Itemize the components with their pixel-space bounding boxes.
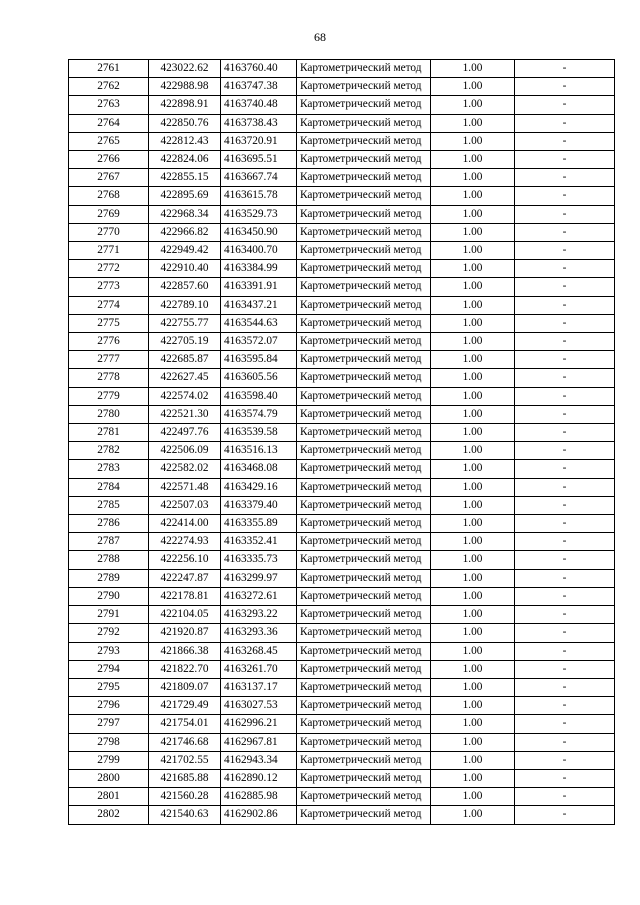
accuracy-cell: 1.00 bbox=[431, 715, 515, 733]
x-coordinate-cell: 422949.42 bbox=[149, 242, 221, 260]
extra-cell: - bbox=[515, 314, 615, 332]
extra-cell: - bbox=[515, 642, 615, 660]
extra-cell: - bbox=[515, 460, 615, 478]
x-coordinate-cell: 422705.19 bbox=[149, 333, 221, 351]
y-coordinate-cell: 4163667.74 bbox=[221, 169, 297, 187]
method-cell: Картометрический метод bbox=[297, 242, 431, 260]
x-coordinate-cell: 421729.49 bbox=[149, 697, 221, 715]
accuracy-cell: 1.00 bbox=[431, 387, 515, 405]
accuracy-cell: 1.00 bbox=[431, 223, 515, 241]
accuracy-cell: 1.00 bbox=[431, 569, 515, 587]
point-number-cell: 2786 bbox=[69, 515, 149, 533]
extra-cell: - bbox=[515, 678, 615, 696]
x-coordinate-cell: 422256.10 bbox=[149, 551, 221, 569]
method-cell: Картометрический метод bbox=[297, 806, 431, 824]
point-number-cell: 2762 bbox=[69, 78, 149, 96]
table-row bbox=[69, 660, 615, 678]
table-row bbox=[69, 715, 615, 733]
x-coordinate-cell: 422824.06 bbox=[149, 151, 221, 169]
method-cell: Картометрический метод bbox=[297, 697, 431, 715]
point-number-cell: 2795 bbox=[69, 678, 149, 696]
method-cell: Картометрический метод bbox=[297, 405, 431, 423]
point-number-cell: 2796 bbox=[69, 697, 149, 715]
table-row bbox=[69, 769, 615, 787]
point-number-cell: 2773 bbox=[69, 278, 149, 296]
accuracy-cell: 1.00 bbox=[431, 96, 515, 114]
extra-cell: - bbox=[515, 260, 615, 278]
y-coordinate-cell: 4162996.21 bbox=[221, 715, 297, 733]
extra-cell: - bbox=[515, 442, 615, 460]
x-coordinate-cell: 422582.02 bbox=[149, 460, 221, 478]
y-coordinate-cell: 4163400.70 bbox=[221, 242, 297, 260]
method-cell: Картометрический метод bbox=[297, 333, 431, 351]
table-row bbox=[69, 606, 615, 624]
y-coordinate-cell: 4163261.70 bbox=[221, 660, 297, 678]
y-coordinate-cell: 4163574.79 bbox=[221, 405, 297, 423]
accuracy-cell: 1.00 bbox=[431, 187, 515, 205]
method-cell: Картометрический метод bbox=[297, 515, 431, 533]
extra-cell: - bbox=[515, 606, 615, 624]
extra-cell: - bbox=[515, 424, 615, 442]
accuracy-cell: 1.00 bbox=[431, 151, 515, 169]
table-row bbox=[69, 78, 615, 96]
extra-cell: - bbox=[515, 333, 615, 351]
point-number-cell: 2789 bbox=[69, 569, 149, 587]
table-row bbox=[69, 442, 615, 460]
extra-cell: - bbox=[515, 405, 615, 423]
table-row bbox=[69, 205, 615, 223]
y-coordinate-cell: 4163738.43 bbox=[221, 114, 297, 132]
y-coordinate-cell: 4163384.99 bbox=[221, 260, 297, 278]
extra-cell: - bbox=[515, 278, 615, 296]
extra-cell: - bbox=[515, 733, 615, 751]
y-coordinate-cell: 4163450.90 bbox=[221, 223, 297, 241]
y-coordinate-cell: 4163468.08 bbox=[221, 460, 297, 478]
point-number-cell: 2782 bbox=[69, 442, 149, 460]
extra-cell: - bbox=[515, 205, 615, 223]
point-number-cell: 2801 bbox=[69, 788, 149, 806]
method-cell: Картометрический метод bbox=[297, 624, 431, 642]
y-coordinate-cell: 4163615.78 bbox=[221, 187, 297, 205]
y-coordinate-cell: 4163572.07 bbox=[221, 333, 297, 351]
extra-cell: - bbox=[515, 624, 615, 642]
table-row bbox=[69, 624, 615, 642]
method-cell: Картометрический метод bbox=[297, 569, 431, 587]
y-coordinate-cell: 4163695.51 bbox=[221, 151, 297, 169]
point-number-cell: 2777 bbox=[69, 351, 149, 369]
accuracy-cell: 1.00 bbox=[431, 60, 515, 78]
y-coordinate-cell: 4163720.91 bbox=[221, 132, 297, 150]
x-coordinate-cell: 421540.63 bbox=[149, 806, 221, 824]
accuracy-cell: 1.00 bbox=[431, 314, 515, 332]
extra-cell: - bbox=[515, 496, 615, 514]
accuracy-cell: 1.00 bbox=[431, 78, 515, 96]
accuracy-cell: 1.00 bbox=[431, 205, 515, 223]
y-coordinate-cell: 4163379.40 bbox=[221, 496, 297, 514]
accuracy-cell: 1.00 bbox=[431, 769, 515, 787]
method-cell: Картометрический метод bbox=[297, 151, 431, 169]
method-cell: Картометрический метод bbox=[297, 769, 431, 787]
point-number-cell: 2776 bbox=[69, 333, 149, 351]
y-coordinate-cell: 4163437.21 bbox=[221, 296, 297, 314]
table-row bbox=[69, 223, 615, 241]
table-row bbox=[69, 478, 615, 496]
method-cell: Картометрический метод bbox=[297, 223, 431, 241]
method-cell: Картометрический метод bbox=[297, 587, 431, 605]
accuracy-cell: 1.00 bbox=[431, 351, 515, 369]
y-coordinate-cell: 4163355.89 bbox=[221, 515, 297, 533]
accuracy-cell: 1.00 bbox=[431, 478, 515, 496]
accuracy-cell: 1.00 bbox=[431, 660, 515, 678]
point-number-cell: 2792 bbox=[69, 624, 149, 642]
method-cell: Картометрический метод bbox=[297, 460, 431, 478]
extra-cell: - bbox=[515, 242, 615, 260]
coordinates-table-body bbox=[69, 60, 615, 825]
accuracy-cell: 1.00 bbox=[431, 278, 515, 296]
method-cell: Картометрический метод bbox=[297, 387, 431, 405]
table-row bbox=[69, 60, 615, 78]
accuracy-cell: 1.00 bbox=[431, 333, 515, 351]
point-number-cell: 2761 bbox=[69, 60, 149, 78]
x-coordinate-cell: 423022.62 bbox=[149, 60, 221, 78]
x-coordinate-cell: 422414.00 bbox=[149, 515, 221, 533]
table-row bbox=[69, 460, 615, 478]
point-number-cell: 2781 bbox=[69, 424, 149, 442]
x-coordinate-cell: 421866.38 bbox=[149, 642, 221, 660]
point-number-cell: 2791 bbox=[69, 606, 149, 624]
extra-cell: - bbox=[515, 769, 615, 787]
method-cell: Картометрический метод bbox=[297, 642, 431, 660]
method-cell: Картометрический метод bbox=[297, 678, 431, 696]
x-coordinate-cell: 421685.88 bbox=[149, 769, 221, 787]
x-coordinate-cell: 422968.34 bbox=[149, 205, 221, 223]
point-number-cell: 2770 bbox=[69, 223, 149, 241]
table-row bbox=[69, 369, 615, 387]
y-coordinate-cell: 4162943.34 bbox=[221, 751, 297, 769]
accuracy-cell: 1.00 bbox=[431, 533, 515, 551]
x-coordinate-cell: 422274.93 bbox=[149, 533, 221, 551]
accuracy-cell: 1.00 bbox=[431, 460, 515, 478]
x-coordinate-cell: 421560.28 bbox=[149, 788, 221, 806]
x-coordinate-cell: 422857.60 bbox=[149, 278, 221, 296]
method-cell: Картометрический метод bbox=[297, 205, 431, 223]
extra-cell: - bbox=[515, 697, 615, 715]
accuracy-cell: 1.00 bbox=[431, 132, 515, 150]
y-coordinate-cell: 4162890.12 bbox=[221, 769, 297, 787]
x-coordinate-cell: 421920.87 bbox=[149, 624, 221, 642]
method-cell: Картометрический метод bbox=[297, 132, 431, 150]
table-row bbox=[69, 642, 615, 660]
x-coordinate-cell: 422497.76 bbox=[149, 424, 221, 442]
method-cell: Картометрический метод bbox=[297, 715, 431, 733]
table-row bbox=[69, 587, 615, 605]
extra-cell: - bbox=[515, 60, 615, 78]
accuracy-cell: 1.00 bbox=[431, 678, 515, 696]
method-cell: Картометрический метод bbox=[297, 278, 431, 296]
point-number-cell: 2766 bbox=[69, 151, 149, 169]
x-coordinate-cell: 422627.45 bbox=[149, 369, 221, 387]
accuracy-cell: 1.00 bbox=[431, 806, 515, 824]
table-row bbox=[69, 242, 615, 260]
point-number-cell: 2802 bbox=[69, 806, 149, 824]
y-coordinate-cell: 4163335.73 bbox=[221, 551, 297, 569]
method-cell: Картометрический метод bbox=[297, 260, 431, 278]
table-row bbox=[69, 351, 615, 369]
accuracy-cell: 1.00 bbox=[431, 551, 515, 569]
x-coordinate-cell: 422789.10 bbox=[149, 296, 221, 314]
extra-cell: - bbox=[515, 132, 615, 150]
table-row bbox=[69, 733, 615, 751]
y-coordinate-cell: 4163299.97 bbox=[221, 569, 297, 587]
point-number-cell: 2794 bbox=[69, 660, 149, 678]
table-row bbox=[69, 424, 615, 442]
point-number-cell: 2763 bbox=[69, 96, 149, 114]
page-number: 68 bbox=[314, 30, 326, 44]
x-coordinate-cell: 422506.09 bbox=[149, 442, 221, 460]
method-cell: Картометрический метод bbox=[297, 60, 431, 78]
extra-cell: - bbox=[515, 478, 615, 496]
accuracy-cell: 1.00 bbox=[431, 606, 515, 624]
extra-cell: - bbox=[515, 96, 615, 114]
point-number-cell: 2778 bbox=[69, 369, 149, 387]
method-cell: Картометрический метод bbox=[297, 351, 431, 369]
method-cell: Картометрический метод bbox=[297, 314, 431, 332]
accuracy-cell: 1.00 bbox=[431, 697, 515, 715]
y-coordinate-cell: 4163598.40 bbox=[221, 387, 297, 405]
method-cell: Картометрический метод bbox=[297, 96, 431, 114]
table-row bbox=[69, 751, 615, 769]
accuracy-cell: 1.00 bbox=[431, 751, 515, 769]
y-coordinate-cell: 4163747.38 bbox=[221, 78, 297, 96]
method-cell: Картометрический метод bbox=[297, 442, 431, 460]
x-coordinate-cell: 421822.70 bbox=[149, 660, 221, 678]
method-cell: Картометрический метод bbox=[297, 478, 431, 496]
method-cell: Картометрический метод bbox=[297, 424, 431, 442]
x-coordinate-cell: 422247.87 bbox=[149, 569, 221, 587]
x-coordinate-cell: 422898.91 bbox=[149, 96, 221, 114]
point-number-cell: 2765 bbox=[69, 132, 149, 150]
x-coordinate-cell: 422812.43 bbox=[149, 132, 221, 150]
y-coordinate-cell: 4163760.40 bbox=[221, 60, 297, 78]
table-row bbox=[69, 314, 615, 332]
x-coordinate-cell: 422988.98 bbox=[149, 78, 221, 96]
x-coordinate-cell: 421754.01 bbox=[149, 715, 221, 733]
method-cell: Картометрический метод bbox=[297, 296, 431, 314]
y-coordinate-cell: 4163268.45 bbox=[221, 642, 297, 660]
y-coordinate-cell: 4162902.86 bbox=[221, 806, 297, 824]
y-coordinate-cell: 4162885.98 bbox=[221, 788, 297, 806]
point-number-cell: 2798 bbox=[69, 733, 149, 751]
y-coordinate-cell: 4163740.48 bbox=[221, 96, 297, 114]
y-coordinate-cell: 4163605.56 bbox=[221, 369, 297, 387]
accuracy-cell: 1.00 bbox=[431, 424, 515, 442]
x-coordinate-cell: 422507.03 bbox=[149, 496, 221, 514]
x-coordinate-cell: 421702.55 bbox=[149, 751, 221, 769]
table-row bbox=[69, 278, 615, 296]
extra-cell: - bbox=[515, 551, 615, 569]
extra-cell: - bbox=[515, 78, 615, 96]
y-coordinate-cell: 4163529.73 bbox=[221, 205, 297, 223]
method-cell: Картометрический метод bbox=[297, 606, 431, 624]
accuracy-cell: 1.00 bbox=[431, 242, 515, 260]
table-row bbox=[69, 187, 615, 205]
point-number-cell: 2790 bbox=[69, 587, 149, 605]
y-coordinate-cell: 4163293.22 bbox=[221, 606, 297, 624]
point-number-cell: 2780 bbox=[69, 405, 149, 423]
table-row bbox=[69, 551, 615, 569]
extra-cell: - bbox=[515, 515, 615, 533]
table-row bbox=[69, 96, 615, 114]
x-coordinate-cell: 422571.48 bbox=[149, 478, 221, 496]
method-cell: Картометрический метод bbox=[297, 751, 431, 769]
x-coordinate-cell: 422855.15 bbox=[149, 169, 221, 187]
method-cell: Картометрический метод bbox=[297, 533, 431, 551]
extra-cell: - bbox=[515, 533, 615, 551]
method-cell: Картометрический метод bbox=[297, 369, 431, 387]
point-number-cell: 2787 bbox=[69, 533, 149, 551]
y-coordinate-cell: 4163137.17 bbox=[221, 678, 297, 696]
extra-cell: - bbox=[515, 660, 615, 678]
x-coordinate-cell: 422521.30 bbox=[149, 405, 221, 423]
table-row bbox=[69, 697, 615, 715]
method-cell: Картометрический метод bbox=[297, 788, 431, 806]
extra-cell: - bbox=[515, 806, 615, 824]
accuracy-cell: 1.00 bbox=[431, 624, 515, 642]
point-number-cell: 2793 bbox=[69, 642, 149, 660]
y-coordinate-cell: 4163516.13 bbox=[221, 442, 297, 460]
table-row bbox=[69, 496, 615, 514]
extra-cell: - bbox=[515, 187, 615, 205]
x-coordinate-cell: 422178.81 bbox=[149, 587, 221, 605]
y-coordinate-cell: 4163391.91 bbox=[221, 278, 297, 296]
point-number-cell: 2771 bbox=[69, 242, 149, 260]
table-row bbox=[69, 296, 615, 314]
extra-cell: - bbox=[515, 569, 615, 587]
x-coordinate-cell: 422574.02 bbox=[149, 387, 221, 405]
point-number-cell: 2783 bbox=[69, 460, 149, 478]
accuracy-cell: 1.00 bbox=[431, 296, 515, 314]
method-cell: Картометрический метод bbox=[297, 78, 431, 96]
method-cell: Картометрический метод bbox=[297, 551, 431, 569]
point-number-cell: 2797 bbox=[69, 715, 149, 733]
extra-cell: - bbox=[515, 223, 615, 241]
point-number-cell: 2800 bbox=[69, 769, 149, 787]
x-coordinate-cell: 421746.68 bbox=[149, 733, 221, 751]
accuracy-cell: 1.00 bbox=[431, 114, 515, 132]
accuracy-cell: 1.00 bbox=[431, 369, 515, 387]
coordinates-table bbox=[68, 59, 615, 825]
point-number-cell: 2799 bbox=[69, 751, 149, 769]
y-coordinate-cell: 4163539.58 bbox=[221, 424, 297, 442]
accuracy-cell: 1.00 bbox=[431, 169, 515, 187]
accuracy-cell: 1.00 bbox=[431, 405, 515, 423]
point-number-cell: 2769 bbox=[69, 205, 149, 223]
table-row bbox=[69, 515, 615, 533]
point-number-cell: 2774 bbox=[69, 296, 149, 314]
x-coordinate-cell: 421809.07 bbox=[149, 678, 221, 696]
accuracy-cell: 1.00 bbox=[431, 260, 515, 278]
extra-cell: - bbox=[515, 715, 615, 733]
method-cell: Картометрический метод bbox=[297, 187, 431, 205]
table-row bbox=[69, 533, 615, 551]
extra-cell: - bbox=[515, 587, 615, 605]
accuracy-cell: 1.00 bbox=[431, 496, 515, 514]
x-coordinate-cell: 422966.82 bbox=[149, 223, 221, 241]
x-coordinate-cell: 422895.69 bbox=[149, 187, 221, 205]
extra-cell: - bbox=[515, 369, 615, 387]
table-row bbox=[69, 806, 615, 824]
y-coordinate-cell: 4162967.81 bbox=[221, 733, 297, 751]
accuracy-cell: 1.00 bbox=[431, 788, 515, 806]
point-number-cell: 2775 bbox=[69, 314, 149, 332]
table-row bbox=[69, 151, 615, 169]
method-cell: Картометрический метод bbox=[297, 114, 431, 132]
accuracy-cell: 1.00 bbox=[431, 733, 515, 751]
method-cell: Картометрический метод bbox=[297, 660, 431, 678]
accuracy-cell: 1.00 bbox=[431, 587, 515, 605]
x-coordinate-cell: 422910.40 bbox=[149, 260, 221, 278]
point-number-cell: 2784 bbox=[69, 478, 149, 496]
table-row bbox=[69, 260, 615, 278]
extra-cell: - bbox=[515, 151, 615, 169]
y-coordinate-cell: 4163293.36 bbox=[221, 624, 297, 642]
point-number-cell: 2785 bbox=[69, 496, 149, 514]
x-coordinate-cell: 422755.77 bbox=[149, 314, 221, 332]
x-coordinate-cell: 422685.87 bbox=[149, 351, 221, 369]
point-number-cell: 2779 bbox=[69, 387, 149, 405]
extra-cell: - bbox=[515, 788, 615, 806]
table-row bbox=[69, 169, 615, 187]
extra-cell: - bbox=[515, 114, 615, 132]
accuracy-cell: 1.00 bbox=[431, 442, 515, 460]
x-coordinate-cell: 422850.76 bbox=[149, 114, 221, 132]
table-row bbox=[69, 788, 615, 806]
point-number-cell: 2764 bbox=[69, 114, 149, 132]
extra-cell: - bbox=[515, 351, 615, 369]
method-cell: Картометрический метод bbox=[297, 496, 431, 514]
point-number-cell: 2768 bbox=[69, 187, 149, 205]
point-number-cell: 2767 bbox=[69, 169, 149, 187]
y-coordinate-cell: 4163352.41 bbox=[221, 533, 297, 551]
table-row bbox=[69, 333, 615, 351]
extra-cell: - bbox=[515, 751, 615, 769]
table-row bbox=[69, 405, 615, 423]
method-cell: Картометрический метод bbox=[297, 733, 431, 751]
extra-cell: - bbox=[515, 387, 615, 405]
y-coordinate-cell: 4163595.84 bbox=[221, 351, 297, 369]
y-coordinate-cell: 4163429.16 bbox=[221, 478, 297, 496]
table-row bbox=[69, 678, 615, 696]
accuracy-cell: 1.00 bbox=[431, 642, 515, 660]
x-coordinate-cell: 422104.05 bbox=[149, 606, 221, 624]
table-row bbox=[69, 114, 615, 132]
point-number-cell: 2788 bbox=[69, 551, 149, 569]
point-number-cell: 2772 bbox=[69, 260, 149, 278]
extra-cell: - bbox=[515, 296, 615, 314]
extra-cell: - bbox=[515, 169, 615, 187]
table-row bbox=[69, 132, 615, 150]
y-coordinate-cell: 4163027.53 bbox=[221, 697, 297, 715]
table-row bbox=[69, 569, 615, 587]
table-row bbox=[69, 387, 615, 405]
accuracy-cell: 1.00 bbox=[431, 515, 515, 533]
method-cell: Картометрический метод bbox=[297, 169, 431, 187]
y-coordinate-cell: 4163544.63 bbox=[221, 314, 297, 332]
y-coordinate-cell: 4163272.61 bbox=[221, 587, 297, 605]
